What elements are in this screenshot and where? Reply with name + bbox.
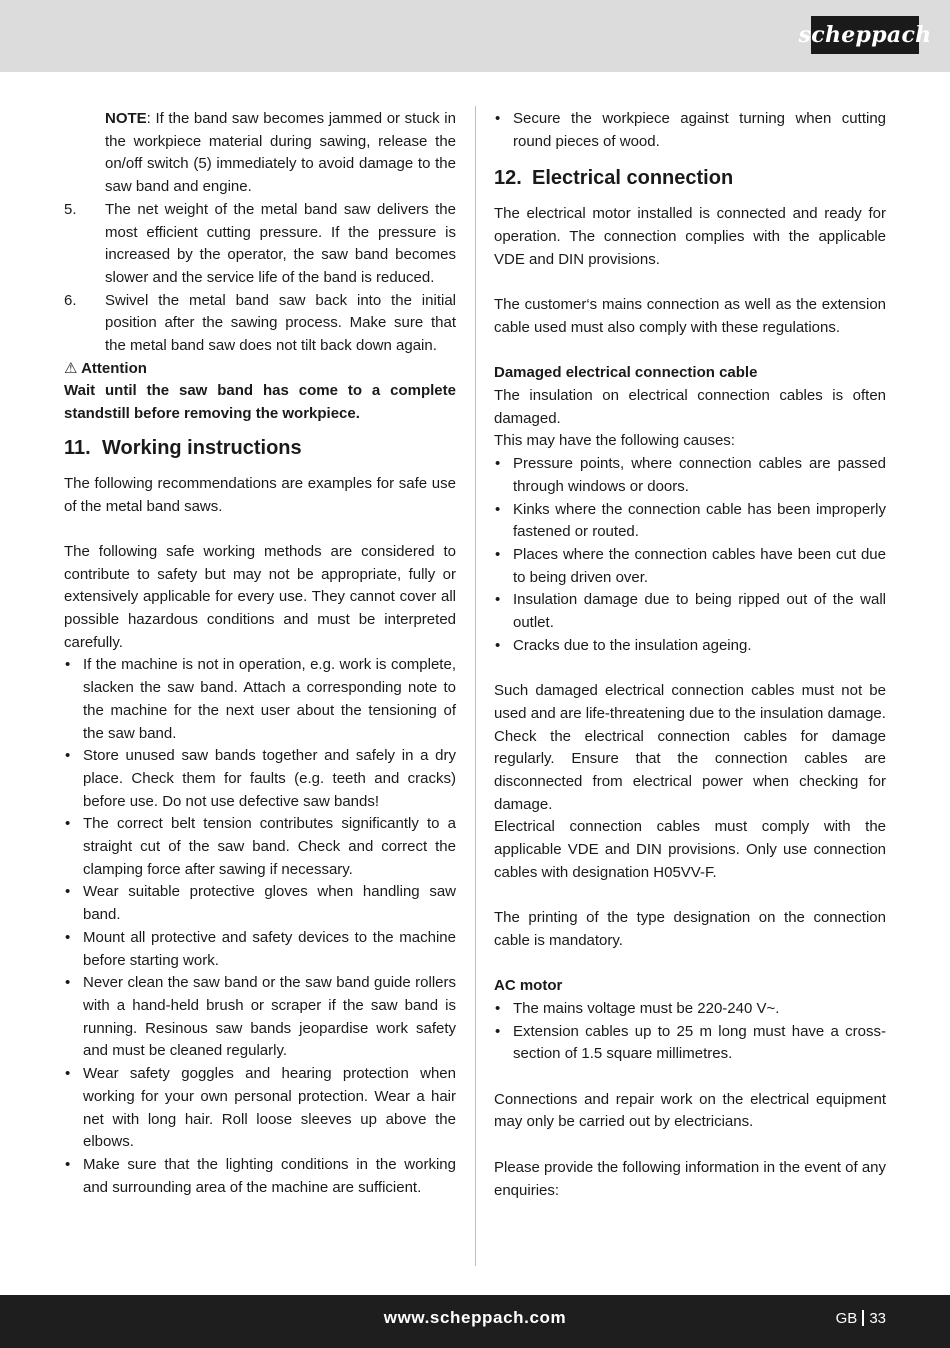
right-column	[494, 108, 886, 1202]
section-number: 12.	[494, 167, 522, 190]
section-12-heading	[494, 153, 886, 203]
bullet-icon: •	[495, 636, 501, 654]
section-title: Working instructions	[102, 436, 302, 459]
list-item	[494, 635, 886, 658]
attention-text: Wait until the saw band has come to a complete standstill before removing the workpiece.	[64, 382, 456, 423]
list-item-text: Wear safety goggles and hearing protection when working for your own personal protection. Wear a hair net with long hair. Roll loose sleeves up above the elbows.	[83, 1065, 456, 1151]
section-title: Electrical connection	[532, 167, 734, 190]
bullet-icon: •	[495, 545, 501, 563]
note-label: NOTE	[105, 110, 147, 127]
list-item-text: Cracks due to the insulation ageing.	[513, 636, 752, 654]
left-column	[64, 108, 456, 1199]
paragraph: Connections and repair work on the electrical equipment may only be carried out by electricians.	[494, 1090, 886, 1131]
bullet-icon: •	[65, 747, 71, 765]
brand-logo: scheppach	[811, 16, 919, 54]
column-divider	[475, 106, 476, 1266]
list-item-text: If the machine is not in operation, e.g. work is complete, slacken the saw band. Attach a corresponding note to the machine for the next user about the tensioning of the saw band.	[83, 656, 456, 742]
list-item	[494, 108, 886, 153]
bullet-icon: •	[65, 656, 71, 674]
subheading-ac-motor: AC motor	[494, 977, 563, 995]
bullet-icon: •	[65, 1065, 71, 1083]
paragraph: Check the electrical connection cables for damage regularly. Ensure that the connection cables are disconnected from electrical power when checking for damage.	[494, 727, 886, 813]
bullet-icon: •	[65, 815, 71, 833]
paragraph: The customer‘s mains connection as well as the extension cable used must also comply with these regulations.	[494, 296, 886, 336]
causes-list	[494, 453, 886, 657]
subheading-damaged-cable: Damaged electrical connection cable	[494, 364, 758, 382]
list-item	[494, 453, 886, 498]
bullet-icon: •	[495, 999, 501, 1017]
step-text: The net weight of the metal band saw delivers the most efficient cutting pressure. If the pressure is increased by the operator, the saw band becomes slower and the service life of the band is reduced.	[105, 200, 456, 286]
bullet-icon: •	[495, 591, 501, 609]
attention-heading	[64, 358, 456, 381]
bullet-icon: •	[495, 110, 501, 127]
list-item-text: Pressure points, where connection cables are passed through windows or doors.	[513, 455, 886, 495]
step-item	[64, 199, 456, 290]
paragraph: The printing of the type designation on the connection cable is mandatory.	[494, 909, 886, 949]
top-list	[494, 108, 886, 153]
list-item	[64, 927, 456, 972]
note-paragraph	[64, 108, 456, 199]
list-item	[64, 654, 456, 745]
note-text: : If the band saw becomes jammed or stuck in the workpiece material during sawing, release the on/off switch (5) immediately to avoid damage to the saw band and engine.	[105, 110, 456, 196]
page-footer	[0, 1295, 950, 1348]
page-header	[0, 0, 950, 72]
step-number: 6.	[64, 291, 77, 309]
warning-icon: ⚠	[64, 359, 78, 377]
step-item	[64, 290, 456, 358]
page-number	[836, 1310, 886, 1327]
list-item-text: The mains voltage must be 220-240 V~.	[513, 999, 780, 1017]
section-11-heading	[64, 426, 456, 473]
list-item	[64, 1063, 456, 1154]
bullet-icon: •	[495, 500, 501, 518]
ac-motor-list	[494, 998, 886, 1066]
website-link[interactable]: www.scheppach.com	[383, 1308, 567, 1327]
list-item-text: Places where the connection cables have been cut due to being driven over.	[513, 545, 886, 586]
list-item-text: Secure the workpiece against turning when cutting round pieces of wood.	[513, 110, 886, 150]
bullet-icon: •	[65, 974, 71, 992]
working-instructions-list	[64, 654, 456, 1199]
list-item	[64, 745, 456, 813]
paragraph: Please provide the following information in the event of any enquiries:	[494, 1158, 886, 1199]
list-item	[64, 972, 456, 1063]
bullet-icon: •	[495, 455, 501, 473]
step-number: 5.	[64, 200, 77, 218]
list-item-text: Never clean the saw band or the saw band guide rollers with a hand-held brush or scraper if the saw band is running. Resinous saw bands jeopardise work safety and must be cleaned regularly.	[83, 974, 456, 1060]
list-item	[494, 499, 886, 544]
bullet-icon: •	[65, 1155, 71, 1173]
section-number: 11.	[64, 436, 91, 459]
paragraph: This may have the following causes:	[494, 432, 735, 450]
list-item	[64, 813, 456, 881]
attention-label: Attention	[81, 359, 147, 377]
paragraph: The following recommendations are examples for safe use of the metal band saws.	[64, 474, 456, 515]
list-item	[494, 998, 886, 1021]
list-item-text: Insulation damage due to being ripped out of the wall outlet.	[513, 591, 886, 632]
step-text: Swivel the metal band saw back into the initial position after the sawing process. Make sure that the metal band saw does not tilt back down again.	[105, 291, 456, 355]
list-item	[494, 1021, 886, 1066]
list-item-text: Mount all protective and safety devices to the machine before starting work.	[83, 928, 456, 969]
list-item	[64, 881, 456, 926]
list-item	[494, 589, 886, 634]
bullet-icon: •	[65, 928, 71, 946]
list-item-text: Wear suitable protective gloves when handling saw band.	[83, 883, 456, 924]
list-item	[64, 1154, 456, 1199]
paragraph: Electrical connection cables must comply with the applicable VDE and DIN provisions. Only use connection cables with designation H05VV-F.	[494, 818, 886, 881]
bullet-icon: •	[495, 1022, 501, 1040]
page-num: 33	[869, 1310, 886, 1327]
list-item-text: Store unused saw bands together and safely in a dry place. Check them for faults (e.g. teeth and cracks) before use. Do not use defective saw bands!	[83, 747, 456, 810]
list-item-text: Extension cables up to 25 m long must have a cross-section of 1.5 square millimetres.	[513, 1022, 886, 1063]
list-item	[494, 544, 886, 589]
paragraph: The insulation on electrical connection cables is often damaged.	[494, 387, 886, 427]
bullet-icon: •	[65, 883, 71, 901]
paragraph: The electrical motor installed is connected and ready for operation. The connection complies with the applicable VDE and DIN provisions.	[494, 205, 886, 268]
list-item-text: Make sure that the lighting conditions in the working and surrounding area of the machine are sufficient.	[83, 1155, 456, 1196]
list-item-text: The correct belt tension contributes significantly to a straight cut of the saw band. Check and correct the clamping force after sawing if necessary.	[83, 815, 456, 878]
list-item-text: Kinks where the connection cable has been improperly fastened or routed.	[513, 500, 886, 541]
language-code: GB	[835, 1310, 858, 1327]
paragraph: The following safe working methods are considered to contribute to safety but may not be appropriate, fully or extensively applicable for every use. They cannot cover all possible hazardous conditions and must be interpreted carefully.	[64, 542, 456, 651]
paragraph: Such damaged electrical connection cables must not be used and are life-threatening due to the insulation damage.	[494, 682, 886, 722]
